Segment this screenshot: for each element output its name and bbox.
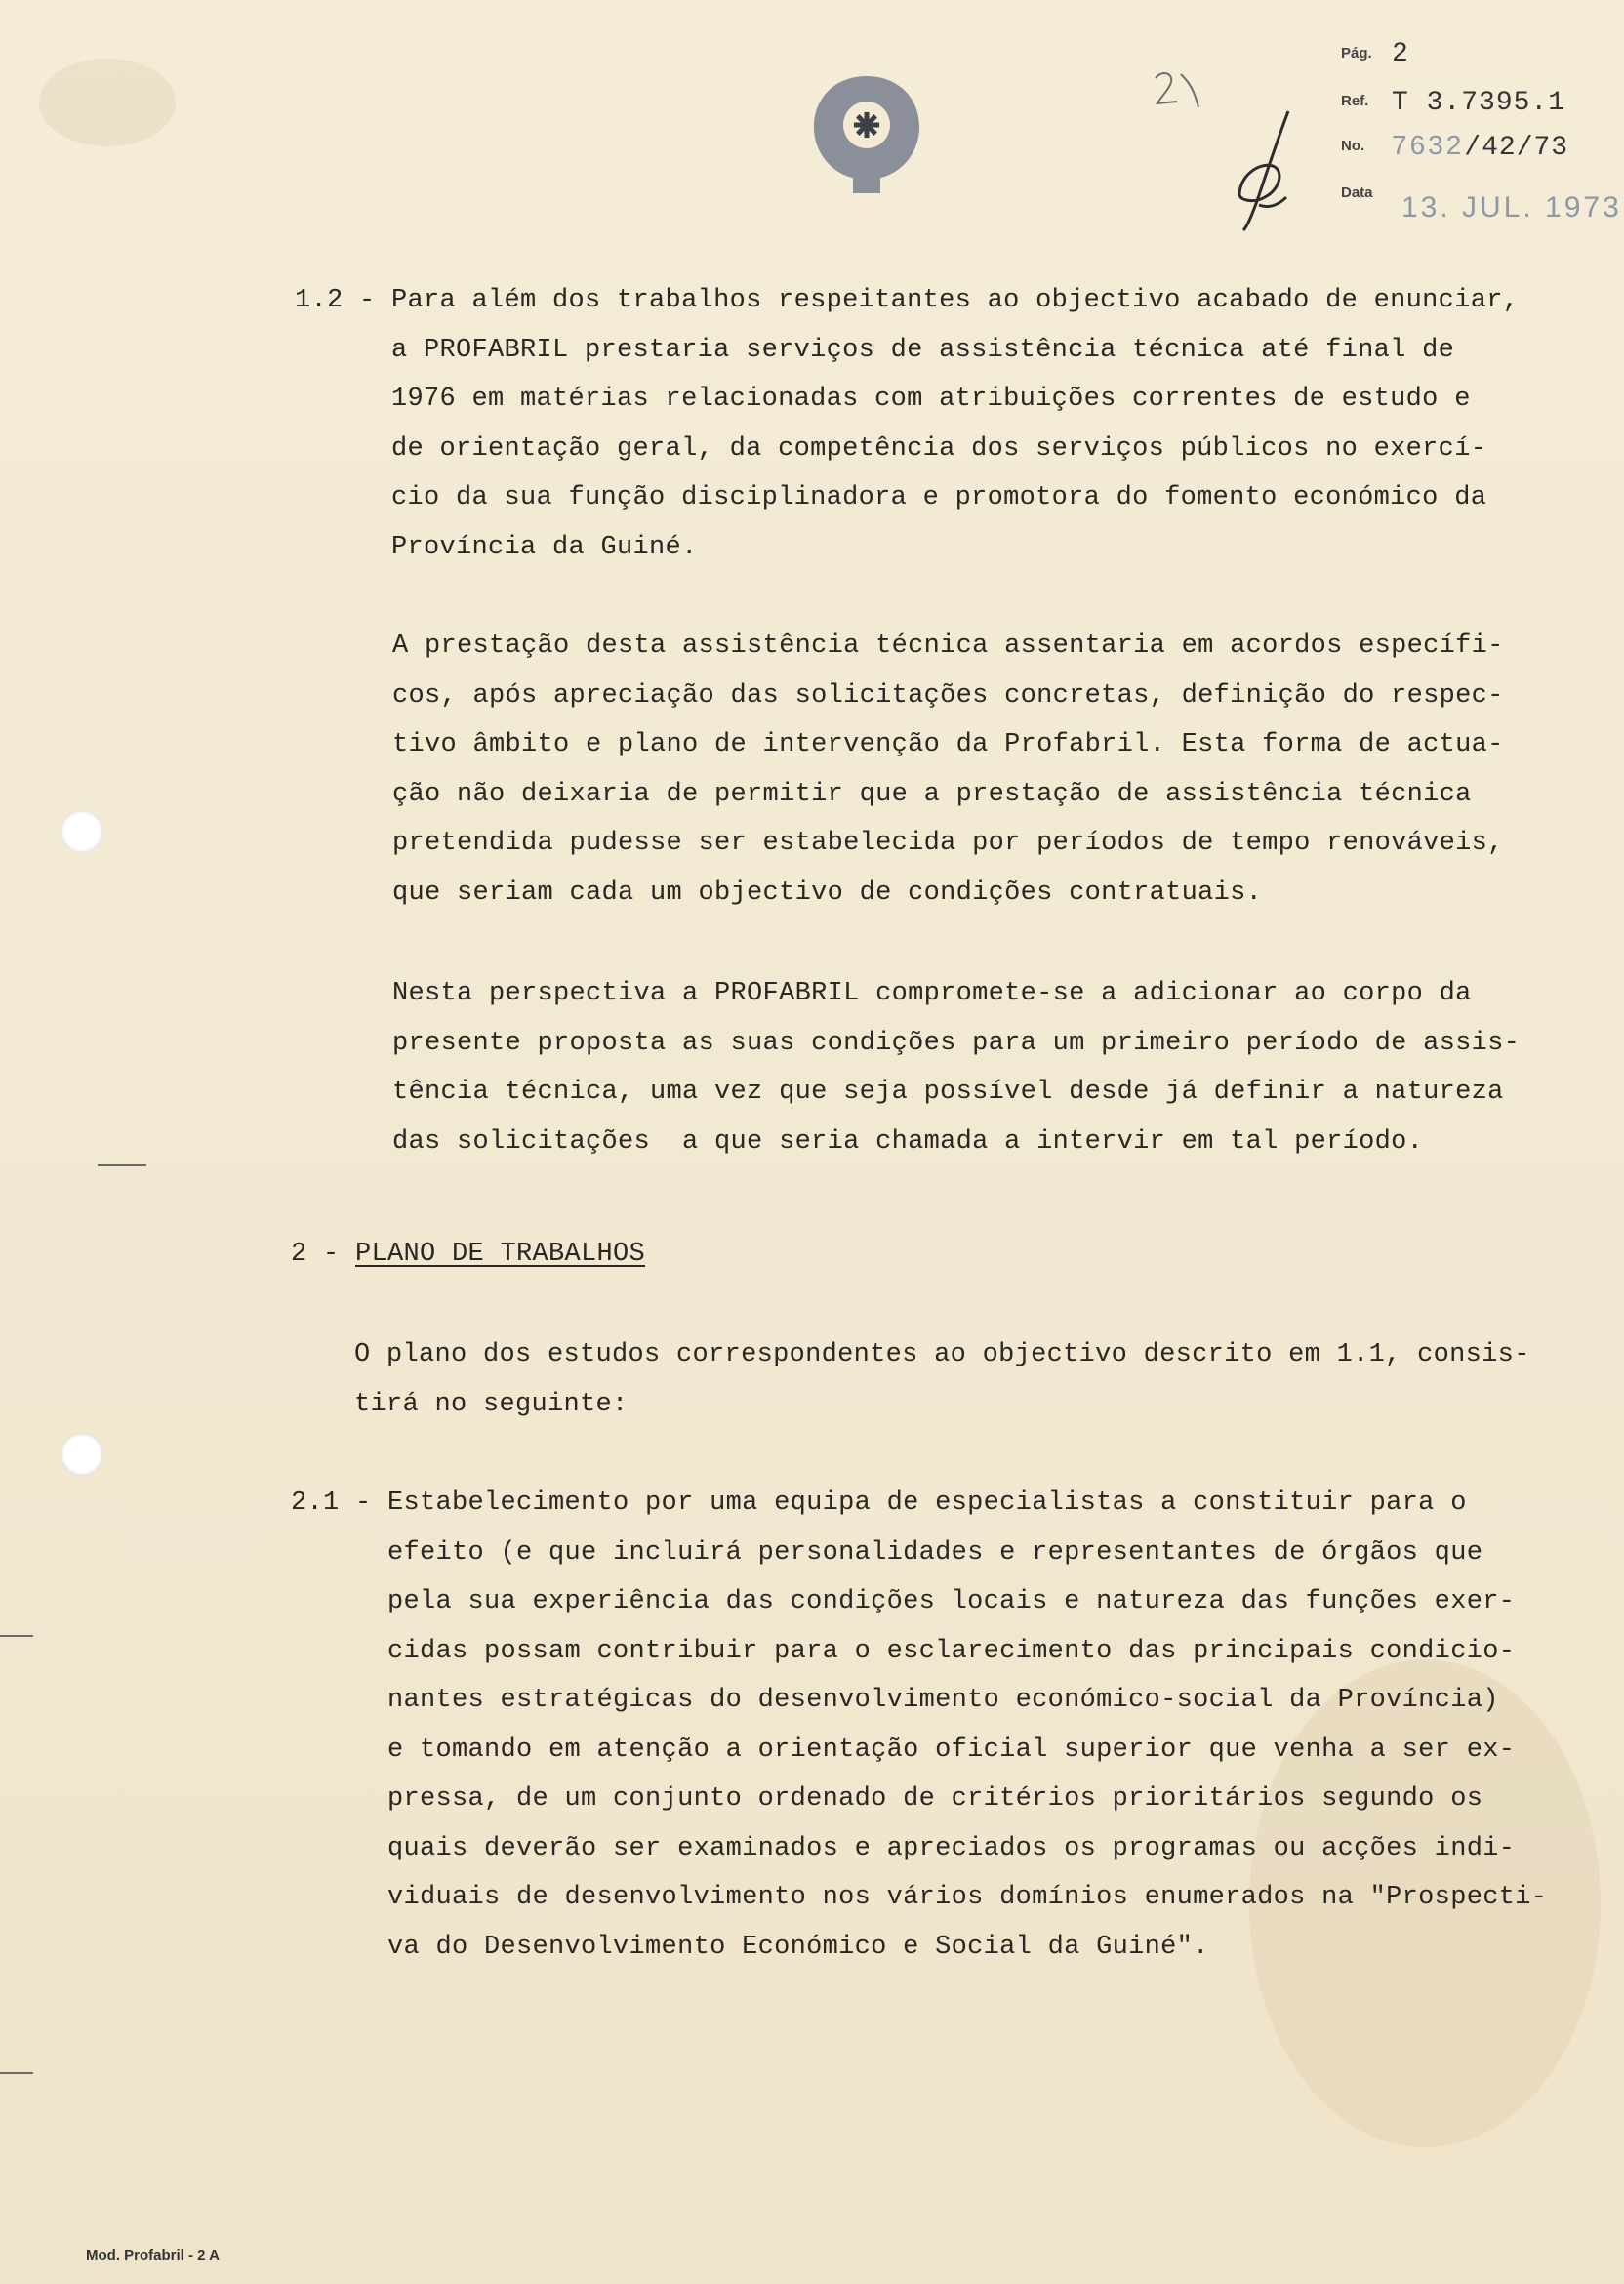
document-number: [1392, 130, 1568, 163]
punch-hole: [61, 810, 103, 853]
punch-hole: [61, 1433, 103, 1476]
page-label: Pág.: [1341, 45, 1372, 61]
margin-mark: [98, 1164, 146, 1166]
number-suffix: /42/73: [1464, 133, 1569, 163]
form-code: Mod. Profabril - 2 A: [86, 2247, 220, 2264]
date-stamp: 13. JUL. 1973: [1401, 191, 1622, 224]
page-number: 2: [1392, 39, 1409, 69]
margin-mark: [0, 1635, 33, 1637]
reference-label: Ref.: [1341, 93, 1369, 109]
paragraph-perspective: Nesta perspectiva a PROFABRIL compromete-se a adicionar ao corpo da presente proposta as suas condições para um primeiro período de assis- tência técnica, uma vez que seja possível desde já definir a natureza das solicitações a que seria chamada a intervir em tal período.: [392, 979, 1521, 1157]
paragraph-2-1: 2.1 - Estabelecimento por uma equipa de especialistas a constituir para o efeito (e que incluirá personalidades e representantes de órgãos que pela sua experiência das condições locais e natureza das funções exer- cidas possam contribuir para o esclarecimento das principais condicio- nantes estratégicas do desenvolvimento económico-social da Província) e tomando em atenção a orientação oficial superior que venha a ser ex- pressa, de um conjunto ordenado de critérios prioritários segundo os quais deverão ser examinados e apreciados os programas ou acções indi- viduais de desenvolvimento nos vários domínios enumerados na "Prospecti- va do Desenvolvimento Económico e Social da Guiné".: [291, 1489, 1548, 1962]
reference-value: T 3.7395.1: [1392, 88, 1566, 118]
number-stamp: 7632: [1392, 130, 1465, 160]
handwritten-signature: [1230, 107, 1308, 234]
paper-stain: [39, 59, 176, 146]
paragraph-plan-intro: O plano dos estudos correspondentes ao objectivo descrito em 1.1, consis- tirá no seguinte:: [354, 1340, 1530, 1419]
paragraph-1-2: 1.2 - Para além dos trabalhos respeitantes ao objectivo acabado de enunciar, a PROFABRIL prestaria serviços de assistência técnica até final de 1976 em matérias relacionadas com atribuições correntes de estudo e de orientação geral, da competência dos serviços públicos no exercí- cio da sua função disciplinadora e promotora do fomento económico da Província da Guiné.: [295, 286, 1520, 562]
margin-mark: [0, 2072, 33, 2074]
date-label: Data: [1341, 184, 1373, 201]
paragraph-assistance: A prestação desta assistência técnica assentaria em acordos específi- cos, após apreciação das solicitações concretas, definição do respec- tivo âmbito e plano de intervenção da Profabril. Esta forma de actua- ção não deixaria de permitir que a prestação de assistência técnica pretendida pudesse ser estabelecida por períodos de tempo renováveis, que seriam cada um objectivo de condições contratuais.: [392, 632, 1504, 908]
number-label: No.: [1341, 138, 1365, 154]
section-number: 2 -: [291, 1240, 356, 1269]
profabril-logo-icon: [810, 72, 923, 195]
pencil-mark: [1148, 64, 1216, 113]
section-title: PLANO DE TRABALHOS: [355, 1240, 646, 1269]
section-heading-2: [291, 1230, 645, 1280]
